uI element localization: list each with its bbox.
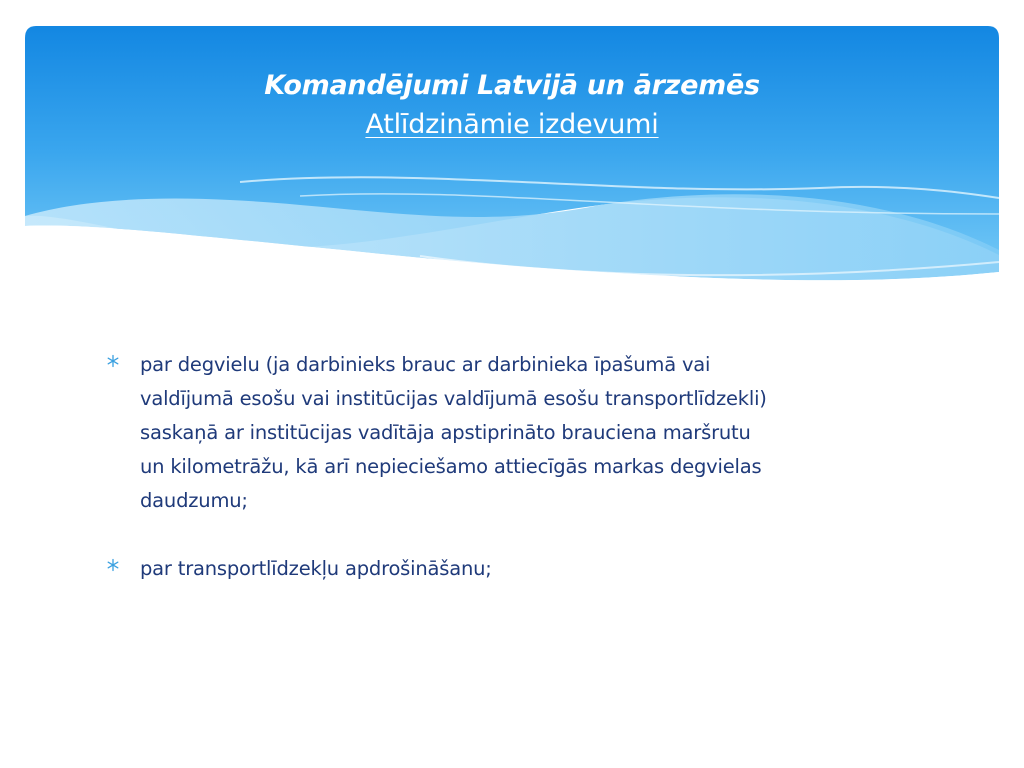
slide-title: Komandējumi Latvijā un ārzemēs [264,70,760,101]
slide-subtitle: Atlīdzināmie izdevumi [365,109,659,140]
asterisk-bullet-icon [106,354,120,368]
header-wave-banner [0,0,1024,300]
bullet-item-fuel [106,348,936,518]
bullet-text-line: un kilometrāžu, kā arī nepieciešamo attiecīgās markas degvielas [140,455,762,478]
title-block [0,66,1024,144]
bullet-text-line: saskaņā ar institūcijas vadītāja apstiprināto brauciena maršrutu [140,421,751,444]
bullet-text-line: daudzumu; [140,489,248,512]
asterisk-bullet-icon [106,558,120,572]
bullet-text-line: par degvielu (ja darbinieks brauc ar darbinieka īpašumā vai [140,353,711,376]
bullet-text-line: valdījumā esošu vai institūcijas valdījumā esošu transportlīdzekli) [140,387,767,410]
bullet-text-line: par transportlīdzekļu apdrošināšanu; [140,557,492,580]
bullet-item-insurance [106,552,936,586]
bullet-list [106,348,936,620]
